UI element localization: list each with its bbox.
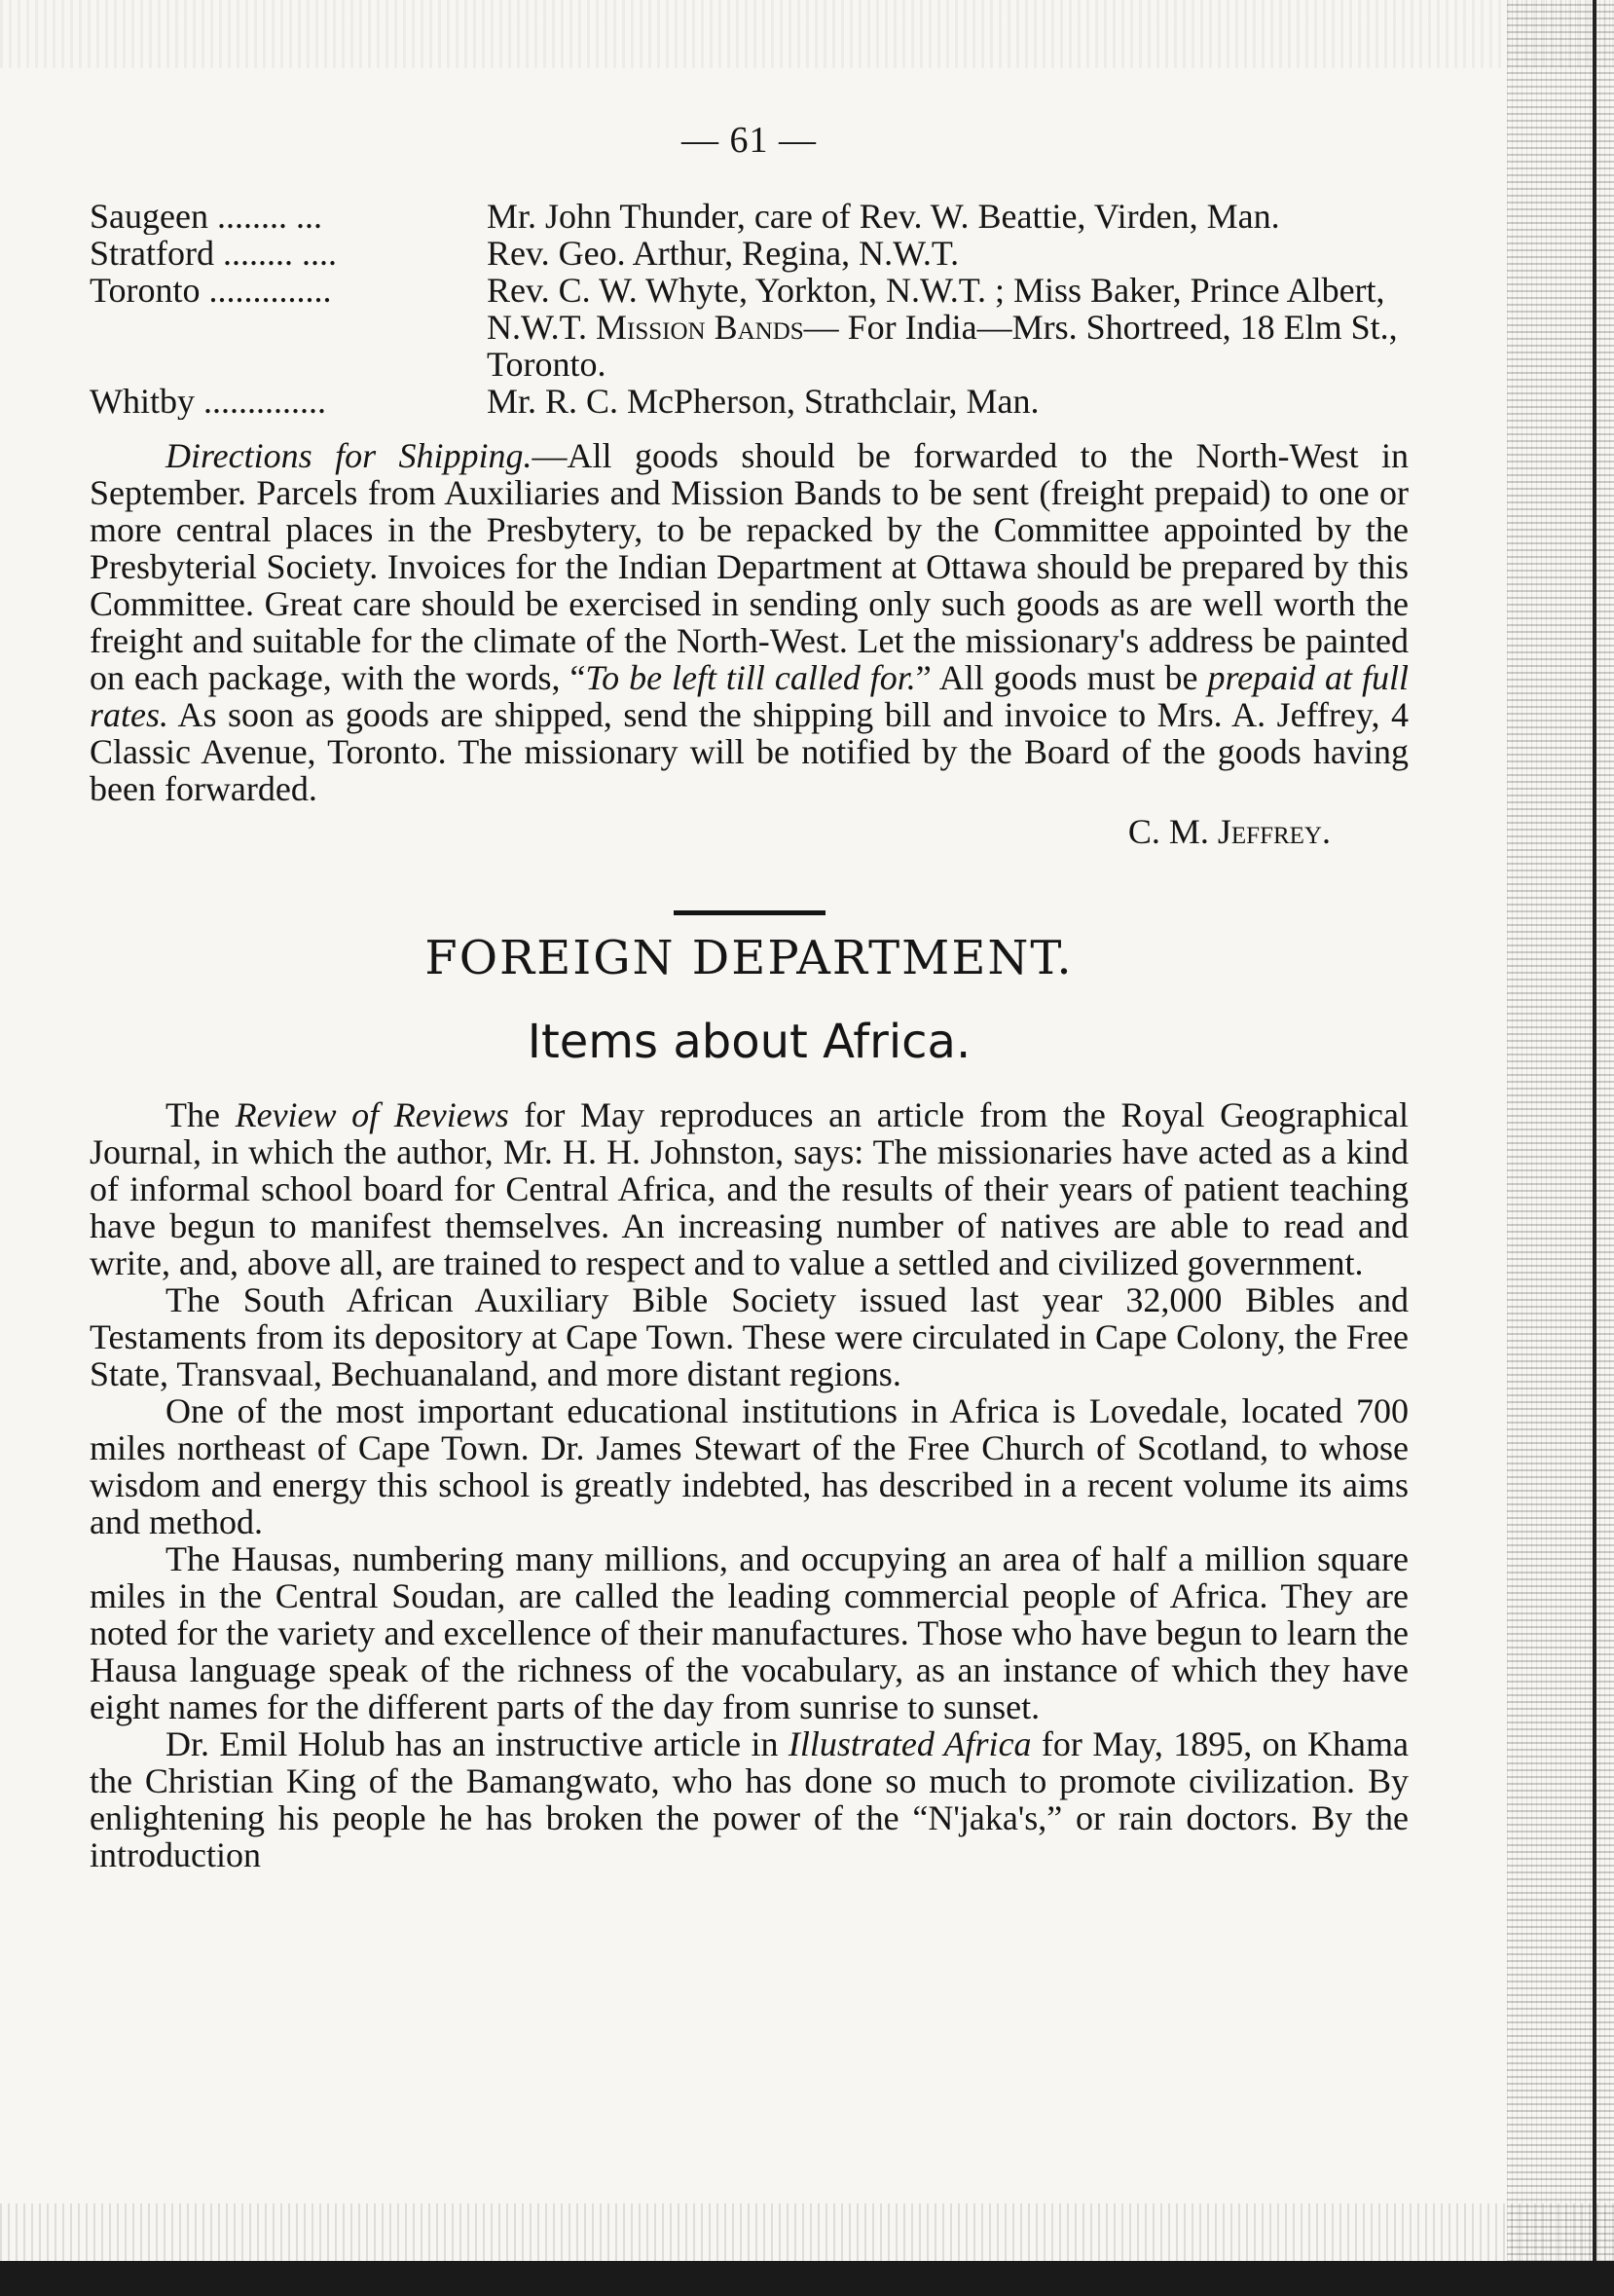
address-entry (90, 272, 1409, 383)
entry-address-group (487, 272, 1409, 383)
paragraph-text: for May reproduces an article from the Royal Geographical Journal, in which the author, Mr. H. H. Johnston, says: The missionaries have acted as a kind of informal school board for Central Africa, and the results of their years of patient teaching have begun to manifest themselves. An increasing number of natives are able to read and write, and, above all, are trained to respect and to value a settled and civilized government. (90, 1095, 1409, 1282)
publication-title: Illustrated Africa (788, 1724, 1032, 1763)
address-entry (90, 383, 1409, 420)
directions-text-1: —All goods should be forwarded to the North-West in September. Parcels from Auxiliaries and Mission Bands to be sent (freight prepaid) to one or more central places in the Presbytery, to be repacked by the Committee appointed by the Presbyterial Society. Invoices for the Indian Department at Ottawa should be prepared by this Committee. Great care should be exercised in sending only such goods as are well worth the freight and suitable for the climate of the North-West. Let the missionary's address be painted on each package, with the words, “ (90, 436, 1410, 697)
publication-title: Review of Reviews (235, 1095, 509, 1134)
scan-border-right (1507, 0, 1614, 2296)
signature: C. M. Jeffrey. (1127, 812, 1331, 851)
entry-address: Mr. R. C. McPherson, Strathclair, Man. (487, 382, 1040, 421)
scan-border-bottom-bar (0, 2261, 1614, 2296)
directions-text-3: As soon as goods are shipped, send the shipping bill and invoice to Mrs. A. Jeffrey, 4 Classic Avenue, Toronto. The missionary will be notified by the Board of the goods having been forwarded. (90, 695, 1409, 808)
address-entry (90, 235, 1409, 272)
scan-border-top (0, 0, 1614, 68)
directions-lead: Directions for Shipping. (165, 436, 532, 475)
paragraph-text: The (165, 1095, 236, 1134)
article-paragraph: The South African Auxiliary Bible Society issued last year 32,000 Bibles and Testaments from its depository at Cape Town. These were circulated in Cape Colony, the Free State, Transvaal, Bechuanaland, and more distant regions. (90, 1280, 1409, 1393)
entry-place: Whitby .............. (90, 383, 326, 420)
address-list (90, 198, 1409, 420)
directions-prepaid: prepaid at full rates. (90, 658, 1410, 734)
article-paragraph (90, 1725, 1409, 1873)
entry-address-tail: For India—Mrs. Shortreed, 18 Elm St., Toronto. (487, 308, 1398, 384)
article-paragraph (90, 1096, 1409, 1281)
directions-text-2: ” All goods must be (915, 658, 1208, 697)
article-paragraph: The Hausas, numbering many millions, and occupying an area of half a million square miles in the Central Soudan, are called the leading commercial people of Africa. They are noted for the variety and excellence of their manufactures. Those who have begun to learn the Hausa language speak of the richness of the vocabulary, as an instance of which they have eight names for the different parts of the day from sunrise to sunset. (90, 1539, 1409, 1726)
entry-place: Toronto .............. (90, 272, 332, 310)
page-number: — 61 — (681, 120, 817, 161)
entry-address: Rev. C. W. Whyte, Yorkton, N.W.T. ; Miss Baker, Prince Albert, N.W.T. (487, 271, 1385, 347)
document-page (90, 122, 1409, 1873)
article-paragraph: One of the most important educational institutions in Africa is Lovedale, located 700 miles northeast of Cape Town. Dr. James Stewart of the Free Church of Scotland, to whose wisdom and energy this school is greatly indebted, has described in a recent volume its aims and method. (90, 1391, 1409, 1541)
paragraph-text: for May, 1895, on Khama the Christian King of the Bamangwato, who has done so much to promote civilization. By enlightening his people he has broken the power of the “N'jaka's,” or rain doctors. By the introduction (90, 1724, 1409, 1874)
section-heading: FOREIGN DEPARTMENT. (424, 931, 1074, 985)
entry-address: Rev. Geo. Arthur, Regina, N.W.T. (487, 234, 960, 273)
entry-place: Stratford ........ .... (90, 235, 337, 272)
shipping-directions (90, 437, 1409, 807)
scan-border-right-line (1593, 0, 1596, 2296)
entry-mission-bands-label: Mission Bands— (596, 308, 839, 347)
section-divider (674, 910, 825, 915)
directions-quote: To be left till called for. (585, 658, 916, 697)
entry-place: Saugeen ........ ... (90, 198, 322, 235)
paragraph-text: Dr. Emil Holub has an instructive article in (165, 1724, 789, 1763)
entry-address: Mr. John Thunder, care of Rev. W. Beattie, Virden, Man. (487, 197, 1280, 236)
section-subheading: Items about Africa. (527, 1015, 972, 1069)
address-entry (90, 198, 1409, 235)
